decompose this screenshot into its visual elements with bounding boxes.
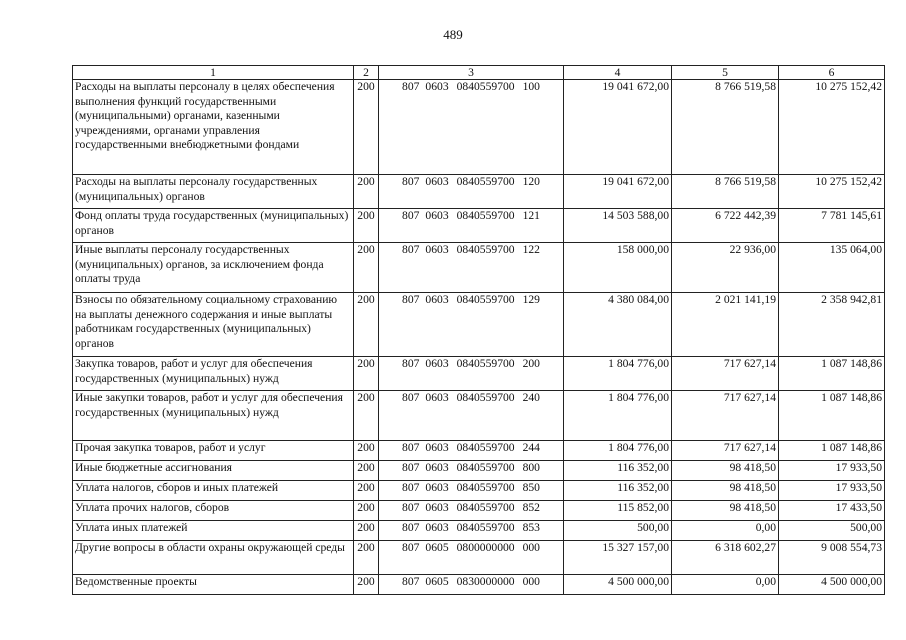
budget-table bbox=[72, 65, 885, 595]
row-amount-col4: 1 804 776,00 bbox=[564, 357, 672, 391]
row-amount-col6: 135 064,00 bbox=[779, 243, 885, 293]
table-row bbox=[73, 575, 885, 595]
code-expense-type: 200 bbox=[522, 357, 540, 370]
code-target-article: 0840559700 bbox=[456, 357, 515, 370]
row-amount-col4: 19 041 672,00 bbox=[564, 80, 672, 175]
row-amount-col6: 9 008 554,73 bbox=[779, 541, 885, 575]
table-row bbox=[73, 391, 885, 441]
row-amount-col4: 500,00 bbox=[564, 521, 672, 541]
code-ministry: 807 bbox=[402, 481, 420, 494]
row-amount-col6: 2 358 942,81 bbox=[779, 293, 885, 357]
code-section: 0603 bbox=[425, 481, 449, 494]
code-target-article: 0840559700 bbox=[456, 461, 515, 474]
row-classification-code bbox=[379, 461, 564, 481]
code-target-article: 0800000000 bbox=[456, 541, 515, 554]
row-amount-col5: 98 418,50 bbox=[672, 461, 779, 481]
row-classification-code bbox=[379, 357, 564, 391]
code-expense-type: 122 bbox=[522, 243, 540, 256]
code-target-article: 0840559700 bbox=[456, 175, 515, 188]
code-ministry: 807 bbox=[402, 501, 420, 514]
row-name: Иные закупки товаров, работ и услуг для обеспечения государственных (муниципальных) нужд bbox=[73, 391, 354, 441]
header-col-2: 2 bbox=[354, 66, 379, 80]
table-row bbox=[73, 293, 885, 357]
code-ministry: 807 bbox=[402, 175, 420, 188]
table-row bbox=[73, 175, 885, 209]
row-classification-code bbox=[379, 80, 564, 175]
code-section: 0603 bbox=[425, 461, 449, 474]
code-expense-type: 800 bbox=[522, 461, 540, 474]
row-amount-col6: 17 433,50 bbox=[779, 501, 885, 521]
code-ministry: 807 bbox=[402, 391, 420, 404]
code-section: 0605 bbox=[425, 575, 449, 588]
row-amount-col5: 6 318 602,27 bbox=[672, 541, 779, 575]
table-row bbox=[73, 501, 885, 521]
code-expense-type: 121 bbox=[522, 209, 540, 222]
row-amount-col5: 98 418,50 bbox=[672, 501, 779, 521]
row-name: Расходы на выплаты персоналу в целях обеспечения выполнения функций государственными (муниципальными) органами, казенными учреждениями, органами управления государственными внебюджетными фондами bbox=[73, 80, 354, 175]
code-target-article: 0840559700 bbox=[456, 481, 515, 494]
table-row bbox=[73, 521, 885, 541]
header-col-3: 3 bbox=[379, 66, 564, 80]
header-col-4: 4 bbox=[564, 66, 672, 80]
code-section: 0605 bbox=[425, 541, 449, 554]
row-amount-col4: 1 804 776,00 bbox=[564, 391, 672, 441]
row-name: Ведомственные проекты bbox=[73, 575, 354, 595]
column-number-header bbox=[73, 66, 885, 80]
code-section: 0603 bbox=[425, 209, 449, 222]
code-target-article: 0840559700 bbox=[456, 391, 515, 404]
header-col-1: 1 bbox=[73, 66, 354, 80]
row-amount-col4: 19 041 672,00 bbox=[564, 175, 672, 209]
header-col-5: 5 bbox=[672, 66, 779, 80]
row-classification-code bbox=[379, 575, 564, 595]
code-expense-type: 129 bbox=[522, 293, 540, 306]
row-amount-col6: 10 275 152,42 bbox=[779, 175, 885, 209]
table-row bbox=[73, 461, 885, 481]
code-ministry: 807 bbox=[402, 521, 420, 534]
row-amount-col4: 4 380 084,00 bbox=[564, 293, 672, 357]
table-row bbox=[73, 441, 885, 461]
code-section: 0603 bbox=[425, 501, 449, 514]
row-name: Другие вопросы в области охраны окружающей среды bbox=[73, 541, 354, 575]
row-amount-col5: 717 627,14 bbox=[672, 357, 779, 391]
row-name: Прочая закупка товаров, работ и услуг bbox=[73, 441, 354, 461]
row-amount-col4: 1 804 776,00 bbox=[564, 441, 672, 461]
row-amount-col5: 8 766 519,58 bbox=[672, 80, 779, 175]
row-amount-col6: 17 933,50 bbox=[779, 461, 885, 481]
row-amount-col5: 0,00 bbox=[672, 521, 779, 541]
code-target-article: 0840559700 bbox=[456, 209, 515, 222]
row-amount-col5: 717 627,14 bbox=[672, 441, 779, 461]
row-amount-col6: 500,00 bbox=[779, 521, 885, 541]
row-col2: 200 bbox=[354, 209, 379, 243]
table-row bbox=[73, 80, 885, 175]
row-name: Иные выплаты персоналу государственных (муниципальных) органов, за исключением фонда оплаты труда bbox=[73, 243, 354, 293]
row-amount-col6: 17 933,50 bbox=[779, 481, 885, 501]
row-amount-col4: 4 500 000,00 bbox=[564, 575, 672, 595]
table-row bbox=[73, 357, 885, 391]
row-classification-code bbox=[379, 293, 564, 357]
row-amount-col5: 6 722 442,39 bbox=[672, 209, 779, 243]
code-target-article: 0840559700 bbox=[456, 521, 515, 534]
row-col2: 200 bbox=[354, 293, 379, 357]
code-expense-type: 100 bbox=[522, 80, 540, 93]
header-col-6: 6 bbox=[779, 66, 885, 80]
row-classification-code bbox=[379, 541, 564, 575]
table-row bbox=[73, 541, 885, 575]
code-ministry: 807 bbox=[402, 541, 420, 554]
table-row bbox=[73, 209, 885, 243]
code-section: 0603 bbox=[425, 80, 449, 93]
row-amount-col6: 1 087 148,86 bbox=[779, 391, 885, 441]
row-col2: 200 bbox=[354, 243, 379, 293]
row-col2: 200 bbox=[354, 80, 379, 175]
code-section: 0603 bbox=[425, 391, 449, 404]
row-col2: 200 bbox=[354, 357, 379, 391]
code-expense-type: 120 bbox=[522, 175, 540, 188]
row-col2: 200 bbox=[354, 391, 379, 441]
code-expense-type: 852 bbox=[522, 501, 540, 514]
row-amount-col4: 116 352,00 bbox=[564, 481, 672, 501]
code-section: 0603 bbox=[425, 357, 449, 370]
code-target-article: 0840559700 bbox=[456, 441, 515, 454]
row-amount-col5: 8 766 519,58 bbox=[672, 175, 779, 209]
row-amount-col6: 10 275 152,42 bbox=[779, 80, 885, 175]
code-ministry: 807 bbox=[402, 293, 420, 306]
row-classification-code bbox=[379, 441, 564, 461]
code-target-article: 0840559700 bbox=[456, 501, 515, 514]
row-name: Фонд оплаты труда государственных (муниципальных) органов bbox=[73, 209, 354, 243]
row-name: Уплата иных платежей bbox=[73, 521, 354, 541]
row-amount-col4: 116 352,00 bbox=[564, 461, 672, 481]
row-amount-col5: 0,00 bbox=[672, 575, 779, 595]
code-target-article: 0830000000 bbox=[456, 575, 515, 588]
row-col2: 200 bbox=[354, 441, 379, 461]
row-amount-col6: 1 087 148,86 bbox=[779, 357, 885, 391]
code-section: 0603 bbox=[425, 521, 449, 534]
code-ministry: 807 bbox=[402, 441, 420, 454]
code-ministry: 807 bbox=[402, 80, 420, 93]
code-target-article: 0840559700 bbox=[456, 243, 515, 256]
code-ministry: 807 bbox=[402, 461, 420, 474]
code-ministry: 807 bbox=[402, 357, 420, 370]
row-classification-code bbox=[379, 521, 564, 541]
row-classification-code bbox=[379, 243, 564, 293]
code-section: 0603 bbox=[425, 243, 449, 256]
page-number: 489 bbox=[443, 27, 463, 42]
code-section: 0603 bbox=[425, 293, 449, 306]
row-amount-col4: 14 503 588,00 bbox=[564, 209, 672, 243]
code-expense-type: 244 bbox=[522, 441, 540, 454]
row-name: Уплата прочих налогов, сборов bbox=[73, 501, 354, 521]
row-col2: 200 bbox=[354, 501, 379, 521]
code-section: 0603 bbox=[425, 441, 449, 454]
code-expense-type: 000 bbox=[522, 541, 540, 554]
row-classification-code bbox=[379, 391, 564, 441]
row-name: Иные бюджетные ассигнования bbox=[73, 461, 354, 481]
row-amount-col5: 98 418,50 bbox=[672, 481, 779, 501]
row-col2: 200 bbox=[354, 541, 379, 575]
row-amount-col6: 4 500 000,00 bbox=[779, 575, 885, 595]
row-name: Взносы по обязательному социальному страхованию на выплаты денежного содержания и иные выплаты работникам государственных (муниципальных) органов bbox=[73, 293, 354, 357]
code-section: 0603 bbox=[425, 175, 449, 188]
row-name: Расходы на выплаты персоналу государственных (муниципальных) органов bbox=[73, 175, 354, 209]
row-amount-col6: 7 781 145,61 bbox=[779, 209, 885, 243]
row-classification-code bbox=[379, 481, 564, 501]
row-amount-col4: 15 327 157,00 bbox=[564, 541, 672, 575]
code-expense-type: 000 bbox=[522, 575, 540, 588]
row-col2: 200 bbox=[354, 575, 379, 595]
row-classification-code bbox=[379, 209, 564, 243]
row-col2: 200 bbox=[354, 521, 379, 541]
code-expense-type: 240 bbox=[522, 391, 540, 404]
row-amount-col6: 1 087 148,86 bbox=[779, 441, 885, 461]
row-amount-col4: 115 852,00 bbox=[564, 501, 672, 521]
code-ministry: 807 bbox=[402, 575, 420, 588]
row-amount-col5: 22 936,00 bbox=[672, 243, 779, 293]
table-row bbox=[73, 481, 885, 501]
code-ministry: 807 bbox=[402, 209, 420, 222]
code-target-article: 0840559700 bbox=[456, 293, 515, 306]
code-target-article: 0840559700 bbox=[456, 80, 515, 93]
row-col2: 200 bbox=[354, 175, 379, 209]
row-col2: 200 bbox=[354, 461, 379, 481]
row-classification-code bbox=[379, 501, 564, 521]
row-classification-code bbox=[379, 175, 564, 209]
code-expense-type: 850 bbox=[522, 481, 540, 494]
row-amount-col4: 158 000,00 bbox=[564, 243, 672, 293]
table-row bbox=[73, 243, 885, 293]
row-col2: 200 bbox=[354, 481, 379, 501]
row-name: Уплата налогов, сборов и иных платежей bbox=[73, 481, 354, 501]
row-amount-col5: 717 627,14 bbox=[672, 391, 779, 441]
code-expense-type: 853 bbox=[522, 521, 540, 534]
row-amount-col5: 2 021 141,19 bbox=[672, 293, 779, 357]
code-ministry: 807 bbox=[402, 243, 420, 256]
row-name: Закупка товаров, работ и услуг для обеспечения государственных (муниципальных) нужд bbox=[73, 357, 354, 391]
